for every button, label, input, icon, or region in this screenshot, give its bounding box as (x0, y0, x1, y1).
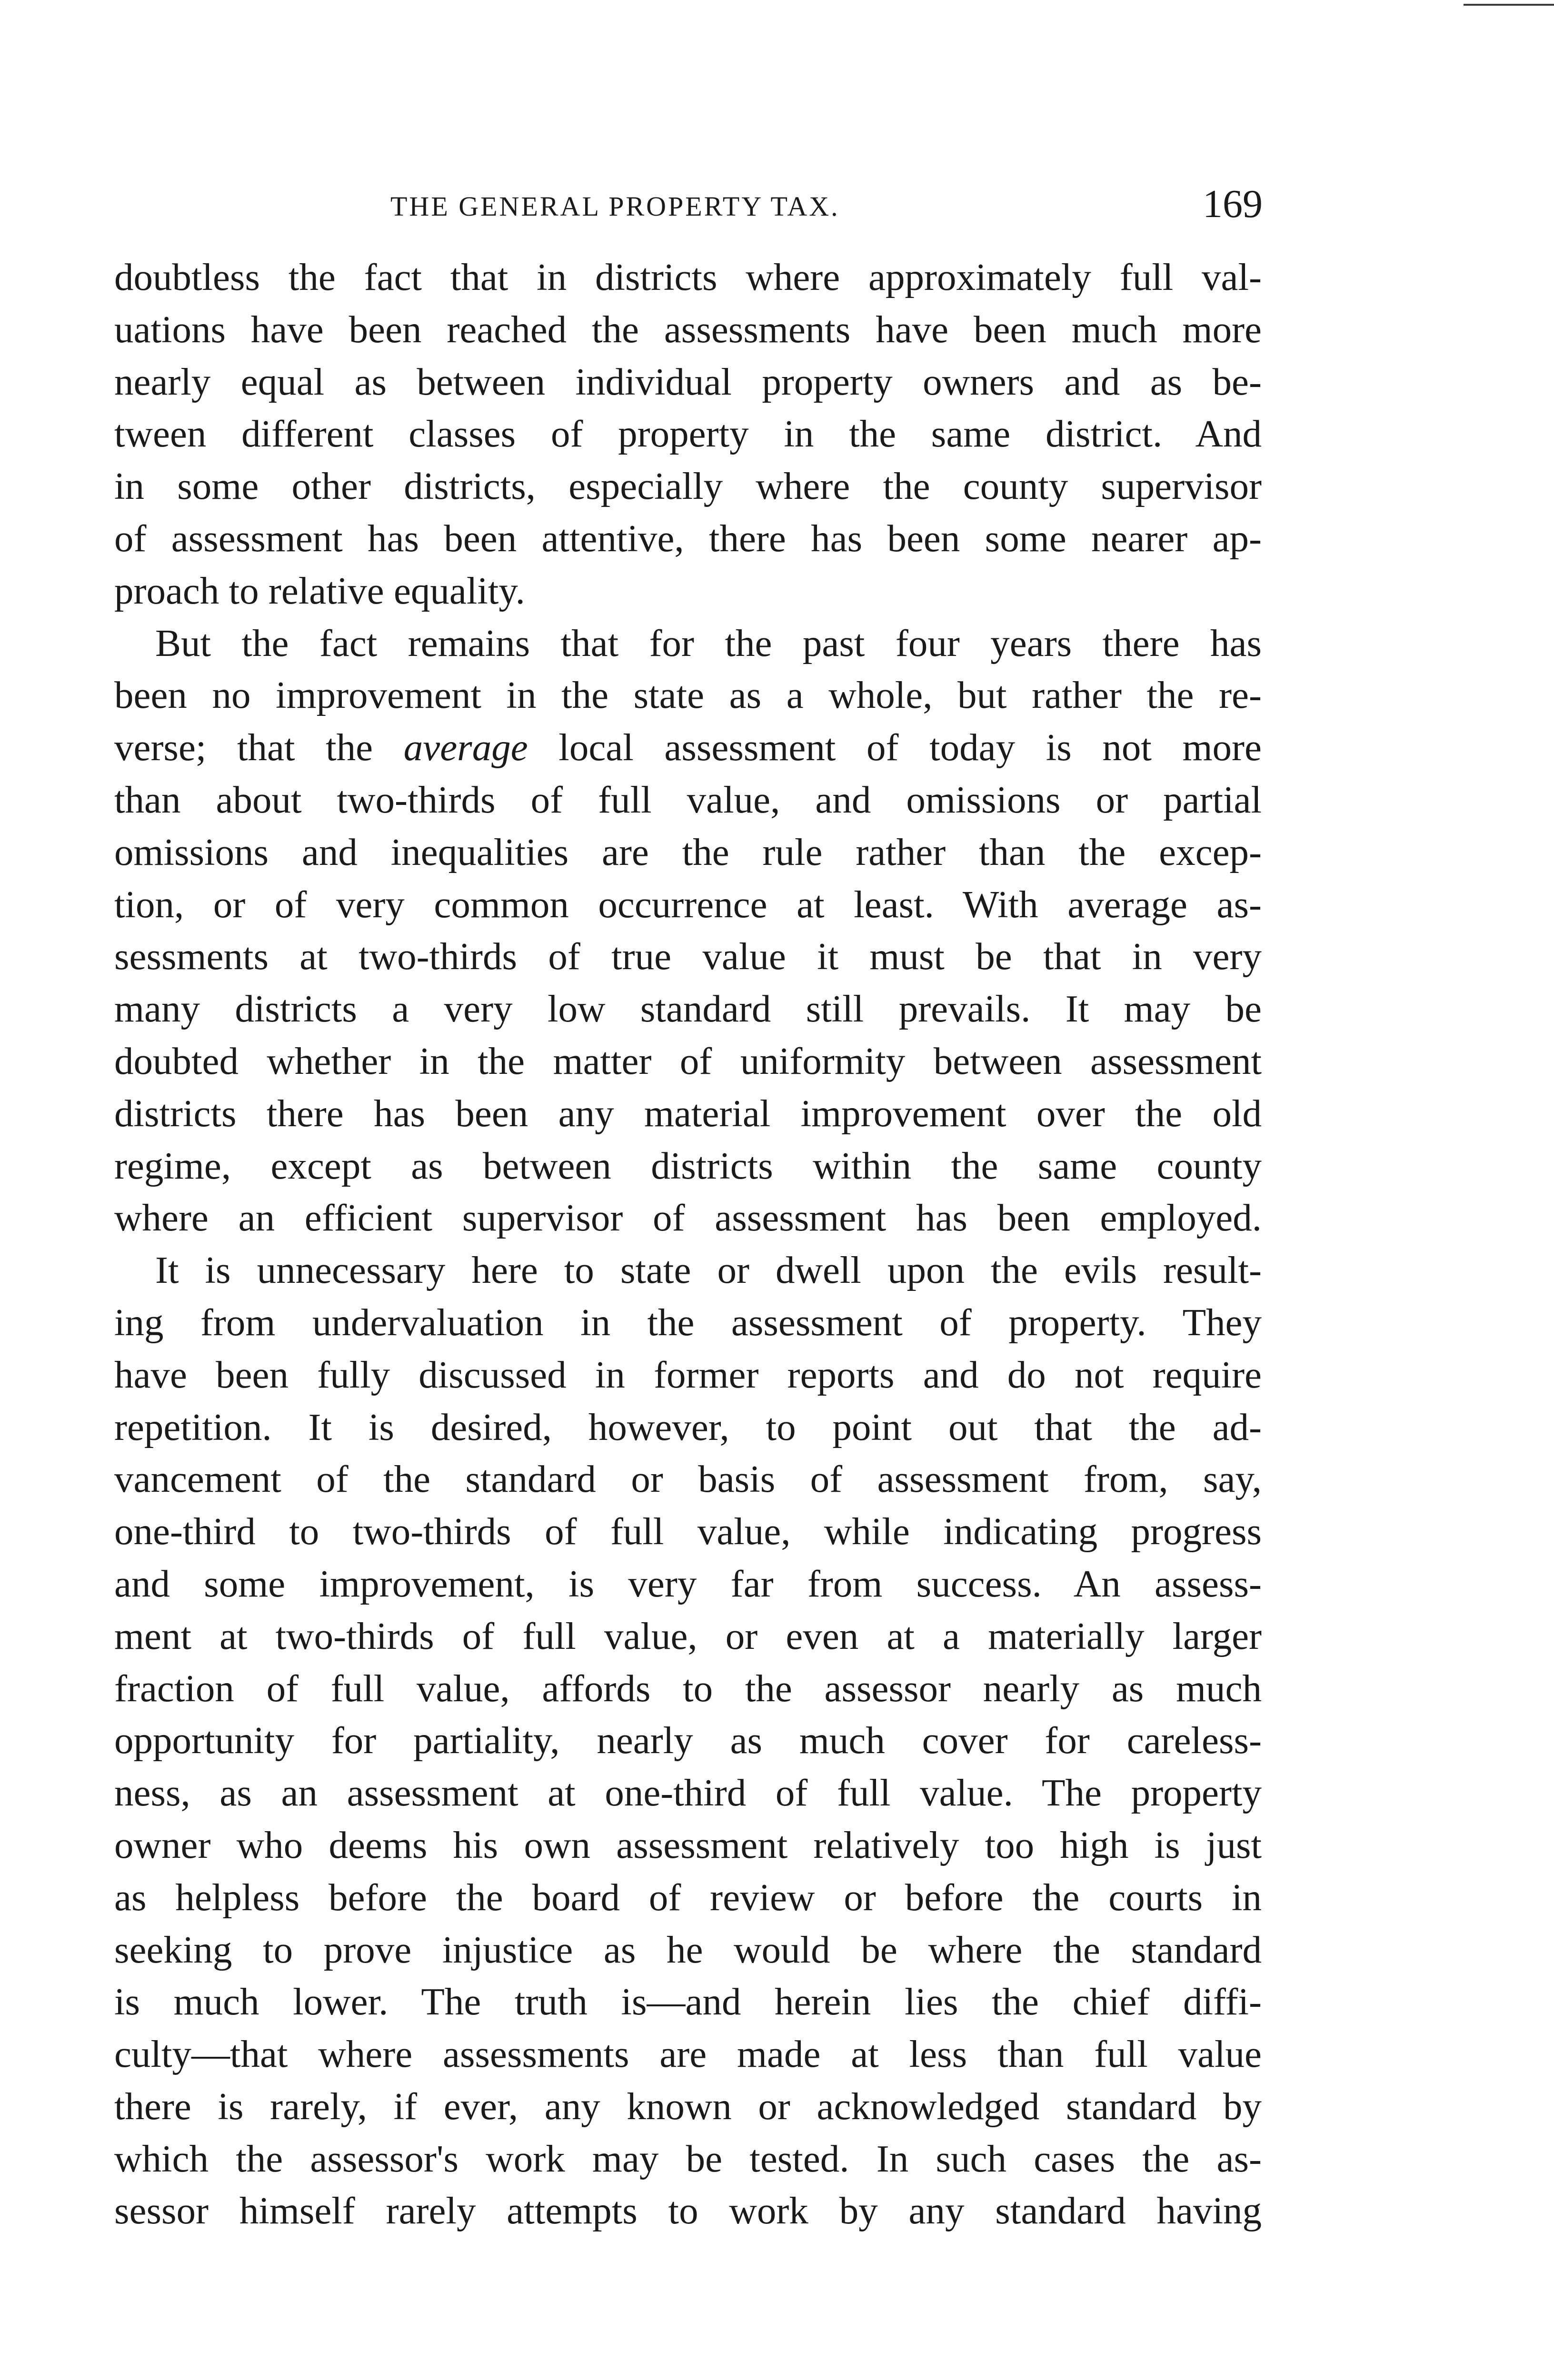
text-line: there is rarely, if ever, any known or acknowledged standard by (114, 2084, 1262, 2128)
text-line (114, 722, 1262, 774)
text-line: than about two-thirds of full value, and omissions or partial (114, 778, 1262, 821)
text-fragment: verse; that the (114, 726, 404, 769)
text-line: nearly equal as between individual property owners and as be- (114, 360, 1262, 403)
text-line: districts there has been any material improvement over the old (114, 1091, 1262, 1135)
text-line: in some other districts, especially where the county supervisor (114, 465, 1262, 508)
text-line: tween different classes of property in the same district. And (114, 412, 1262, 456)
text-line: ing from undervaluation in the assessment of property. They (114, 1300, 1262, 1344)
text-line: where an efficient supervisor of assessment has been employed. (114, 1196, 1262, 1240)
text-fragment: local assessment of today is not more (528, 726, 1262, 769)
text-line: doubted whether in the matter of uniformity between assessment (114, 1039, 1262, 1082)
text-line: regime, except as between districts within the same county (114, 1144, 1262, 1187)
text-line: It is unnecessary here to state or dwell upon the evils result- (155, 1249, 1262, 1292)
text-line: doubtless the fact that in districts where approximately full val- (114, 256, 1262, 298)
text-line: ment at two-thirds of full value, or even at a materially larger (114, 1614, 1262, 1657)
text-line: opportunity for partiality, nearly as much cover for careless- (114, 1719, 1262, 1762)
text-line: omissions and inequalities are the rule rather than the excep- (114, 830, 1262, 873)
text-line: one-third to two-thirds of full value, while indicating progress (114, 1510, 1262, 1553)
text-line: many districts a very low standard still prevails. It may be (114, 987, 1262, 1031)
text-line: But the fact remains that for the past four years there has (155, 621, 1262, 664)
running-head (114, 181, 1262, 238)
book-page (114, 181, 1262, 2237)
text-line: sessments at two-thirds of true value it must be that in very (114, 935, 1262, 978)
text-line: have been fully discussed in former reports and do not require (114, 1353, 1262, 1396)
text-line: been no improvement in the state as a whole, but rather the re- (114, 674, 1262, 717)
paragraph (114, 251, 1262, 617)
text-line: fraction of full value, affords to the assessor nearly as much (114, 1666, 1262, 1710)
text-line: vancement of the standard or basis of assessment from, say, (114, 1458, 1262, 1501)
page-number: 169 (1203, 182, 1263, 226)
text-line: culty—that where assessments are made at less than full value (114, 2033, 1262, 2076)
emphasized-word: average (403, 726, 528, 769)
text-line: of assessment has been attentive, there has been some nearer ap- (114, 516, 1262, 560)
text-line: sessor himself rarely attempts to work by any standard having (114, 2189, 1262, 2232)
scan-margin (1464, 0, 1554, 2380)
text-line: tion, or of very common occurrence at least. With average as- (114, 883, 1262, 926)
text-line: as helpless before the board of review or before the courts in (114, 1875, 1262, 1919)
paragraph (114, 617, 1262, 1245)
text-line: which the assessor's work may be tested. In such cases the as- (114, 2137, 1262, 2180)
text-line: proach to relative equality. (114, 569, 525, 612)
text-line: and some improvement, is very far from success. An assess- (114, 1562, 1262, 1605)
text-line: ness, as an assessment at one-third of full value. The property (114, 1771, 1262, 1815)
paragraph (114, 1244, 1262, 2237)
running-title: THE GENERAL PROPERTY TAX. (390, 191, 840, 222)
text-line: uations have been reached the assessments have been much more (114, 307, 1262, 351)
text-line: is much lower. The truth is—and herein lies the chief diffi- (114, 1980, 1262, 2023)
text-line: repetition. It is desired, however, to point out that the ad- (114, 1405, 1262, 1448)
text-line: seeking to prove injustice as he would be where the standard (114, 1928, 1262, 1971)
text-line: owner who deems his own assessment relatively too high is just (114, 1823, 1262, 1866)
body-text (114, 251, 1262, 2237)
scan-edge-rule (1464, 4, 1554, 6)
